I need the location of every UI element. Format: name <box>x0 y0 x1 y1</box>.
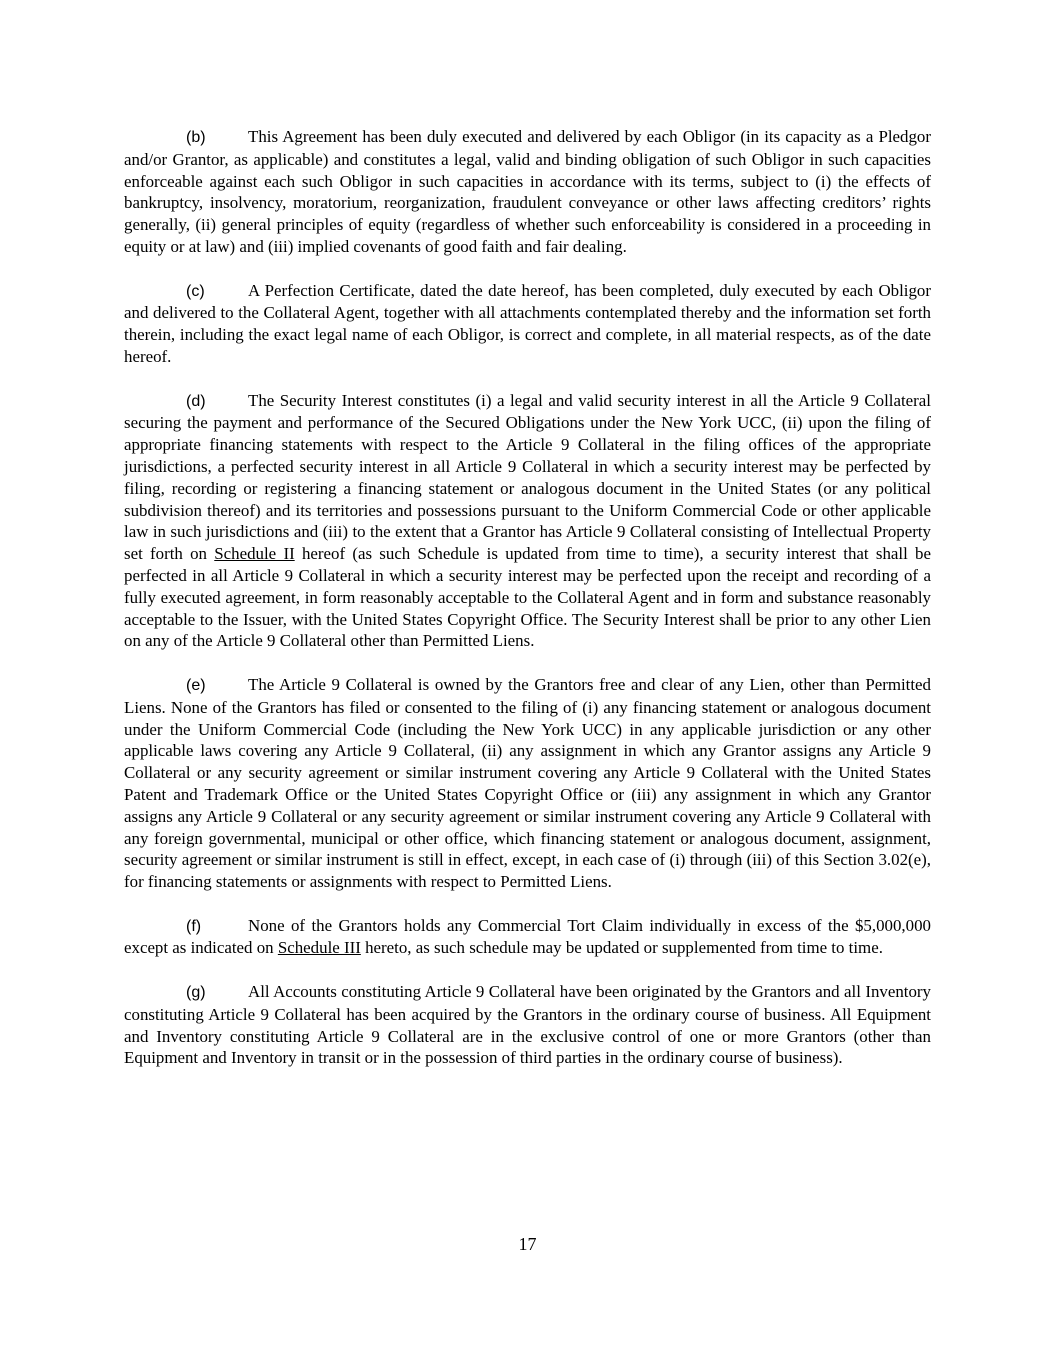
paragraph-label: (f) <box>186 917 202 935</box>
paragraph-text: The Security Interest constitutes (i) a legal and valid security interest in all the Article 9 Collateral securing the payment and performance of the Secured Obligations under the New York UCC, (ii) upon the filing of appropriate financing statements with respect to the Article 9 Collateral in the filing offices of the appropriate jurisdictions, a perfected security interest in all Article 9 Collateral in which a security interest may be perfected by filing, recording or registering a financing statement or analogous document in the United States (or any political subdivision thereof) and its territories and possessions pursuant to the Uniform Commercial Code or other applicable law in such jurisdictions and (iii) to the extent that a Grantor has Article 9 Collateral consisting of Intellectual Property set forth on <box>124 390 931 564</box>
paragraph-text: None of the Grantors holds any Commercial Tort Claim individually in excess of the $5,000,000 except as indicated on <box>124 915 931 958</box>
paragraph-text-continued: hereof (as such Schedule is updated from time to time), a security interest that shall be perfected in all Article 9 Collateral in which a security interest may be perfected upon the receipt and recording of a fully executed agreement, in form reasonably acceptable to the Collateral Agent and in form and substance reasonably acceptable to the Issuer, with the United States Copyright Office. The Security Interest shall be prior to any other Lien on any of the Article 9 Collateral other than Permitted Liens. <box>124 544 931 651</box>
paragraph-label: (d) <box>186 392 206 410</box>
paragraph-text: A Perfection Certificate, dated the date hereof, has been completed, duly executed by each Obligor and delivered to the Collateral Agent, together with all attachments contemplated thereby and the information set forth therein, including the exact legal name of each Obligor, is correct and complete, in all material respects, as of the date hereof. <box>124 280 931 366</box>
paragraph-text-continued: hereto, as such schedule may be updated or supplemented from time to time. <box>360 938 883 958</box>
paragraph-f <box>124 915 931 960</box>
paragraph-g <box>124 981 931 1069</box>
paragraph-label: (c) <box>186 282 205 300</box>
paragraph-label: (g) <box>186 984 206 1002</box>
paragraph-e <box>124 674 931 893</box>
document-body <box>124 126 931 1091</box>
paragraph-text: All Accounts constituting Article 9 Collateral have been originated by the Grantors and all Inventory constituting Article 9 Collateral has been acquired by the Grantors in the ordinary course of business. All Equipment and Inventory constituting Article 9 Collateral are in the exclusive control of one or more Grantors (other than Equipment and Inventory in transit or in the possession of third parties in the ordinary course of business). <box>124 982 931 1068</box>
schedule-iii-reference: Schedule III <box>277 938 361 958</box>
paragraph-d <box>124 390 931 653</box>
paragraph-text: This Agreement has been duly executed and delivered by each Obligor (in its capacity as a Pledgor and/or Grantor, as applicable) and constitutes a legal, valid and binding obligation of such Obligor in such capacities enforceable against each such Obligor in such capacities in accordance with its terms, subject to (i) the effects of bankruptcy, insolvency, moratorium, reorganization, fraudulent conveyance or other laws affecting creditors’ rights generally, (ii) general principles of equity (regardless of whether such enforceability is considered in a proceeding in equity or at law) and (iii) implied covenants of good faith and fair dealing. <box>124 127 931 256</box>
paragraph-label: (e) <box>186 676 206 694</box>
page-number: 17 <box>518 1234 537 1254</box>
paragraph-text: The Article 9 Collateral is owned by the Grantors free and clear of any Lien, other than Permitted Liens. None of the Grantors has filed or consented to the filing of (i) any financing statement or analogous document under the Uniform Commercial Code (including the New York UCC) in any applicable jurisdiction or any other applicable laws covering any Article 9 Collateral, (ii) any assignment in which any Grantor assigns any Article 9 Collateral or any security agreement or similar instrument covering any Article 9 Collateral with the United States Patent and Trademark Office or the United States Copyright Office or (iii) any assignment in which any Grantor assigns any Article 9 Collateral or any security agreement or similar instrument covering any Article 9 Collateral with any foreign governmental, municipal or other office, which financing statement or analogous document, assignment, security agreement or similar instrument is still in effect, except, in each case of (i) through (iii) of this Section 3.02(e), for financing statements or assignments with respect to Permitted Liens. <box>124 674 931 892</box>
paragraph-b <box>124 126 931 258</box>
paragraph-c <box>124 280 931 368</box>
schedule-ii-reference: Schedule II <box>214 544 295 564</box>
paragraph-label: (b) <box>186 129 206 146</box>
